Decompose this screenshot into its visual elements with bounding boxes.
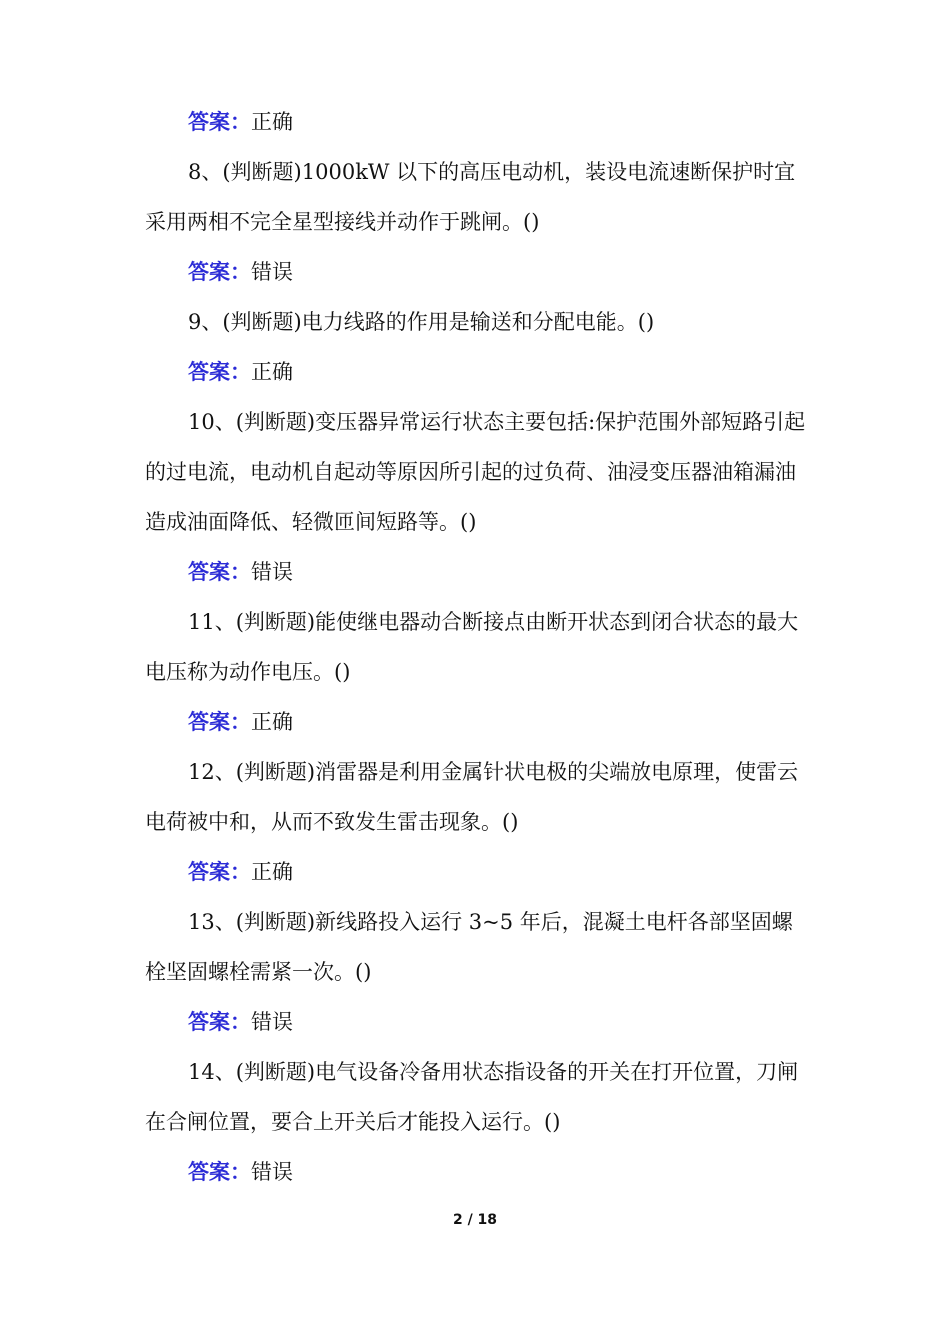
answer-label: 答案： [188,860,251,884]
answer-line [145,847,810,897]
answer-line [145,547,810,597]
answer-label: 答案： [188,110,251,134]
answer-label: 答案： [188,560,251,584]
answer-line [145,247,810,297]
question-text: 14、(判断题)电气设备冷备用状态指设备的开关在打开位置，刀闸在合闸位置，要合上开关后才能投入运行。() [145,1060,799,1134]
answer-value: 错误 [251,260,293,284]
question-text: 10、(判断题)变压器异常运行状态主要包括:保护范围外部短路引起的过电流，电动机自起动等原因所引起的过负荷、油浸变压器油箱漏油造成油面降低、轻微匝间短路等。() [145,410,806,534]
answer-line [145,97,810,147]
question-text: 12、(判断题)消雷器是利用金属针状电极的尖端放电原理，使雷云电荷被中和，从而不致发生雷击现象。() [145,760,799,834]
answer-line [145,697,810,747]
answer-label: 答案： [188,260,251,284]
answer-value: 错误 [251,1010,293,1034]
answer-label: 答案： [188,1010,251,1034]
question-text: 13、(判断题)新线路投入运行 3~5 年后，混凝土电杆各部坚固螺栓坚固螺栓需紧一次。() [145,910,793,984]
answer-value: 正确 [251,110,293,134]
answer-label: 答案： [188,360,251,384]
question-text: 9、(判断题)电力线路的作用是输送和分配电能。() [188,310,655,334]
answer-value: 错误 [251,1160,293,1184]
question-text: 11、(判断题)能使继电器动合断接点由断开状态到闭合状态的最大电压称为动作电压。() [145,610,799,684]
answer-line [145,997,810,1047]
answer-value: 正确 [251,360,293,384]
answer-value: 正确 [251,860,293,884]
question-list [145,97,810,1197]
page-number: 2 / 18 [452,1212,498,1228]
answer-line [145,347,810,397]
answer-value: 错误 [251,560,293,584]
question-text: 8、(判断题)1000kW 以下的高压电动机，装设电流速断保护时宜采用两相不完全星型接线并动作于跳闸。() [145,160,796,234]
answer-label: 答案： [188,710,251,734]
answer-line [145,1147,810,1197]
answer-label: 答案： [188,1160,251,1184]
answer-value: 正确 [251,710,293,734]
